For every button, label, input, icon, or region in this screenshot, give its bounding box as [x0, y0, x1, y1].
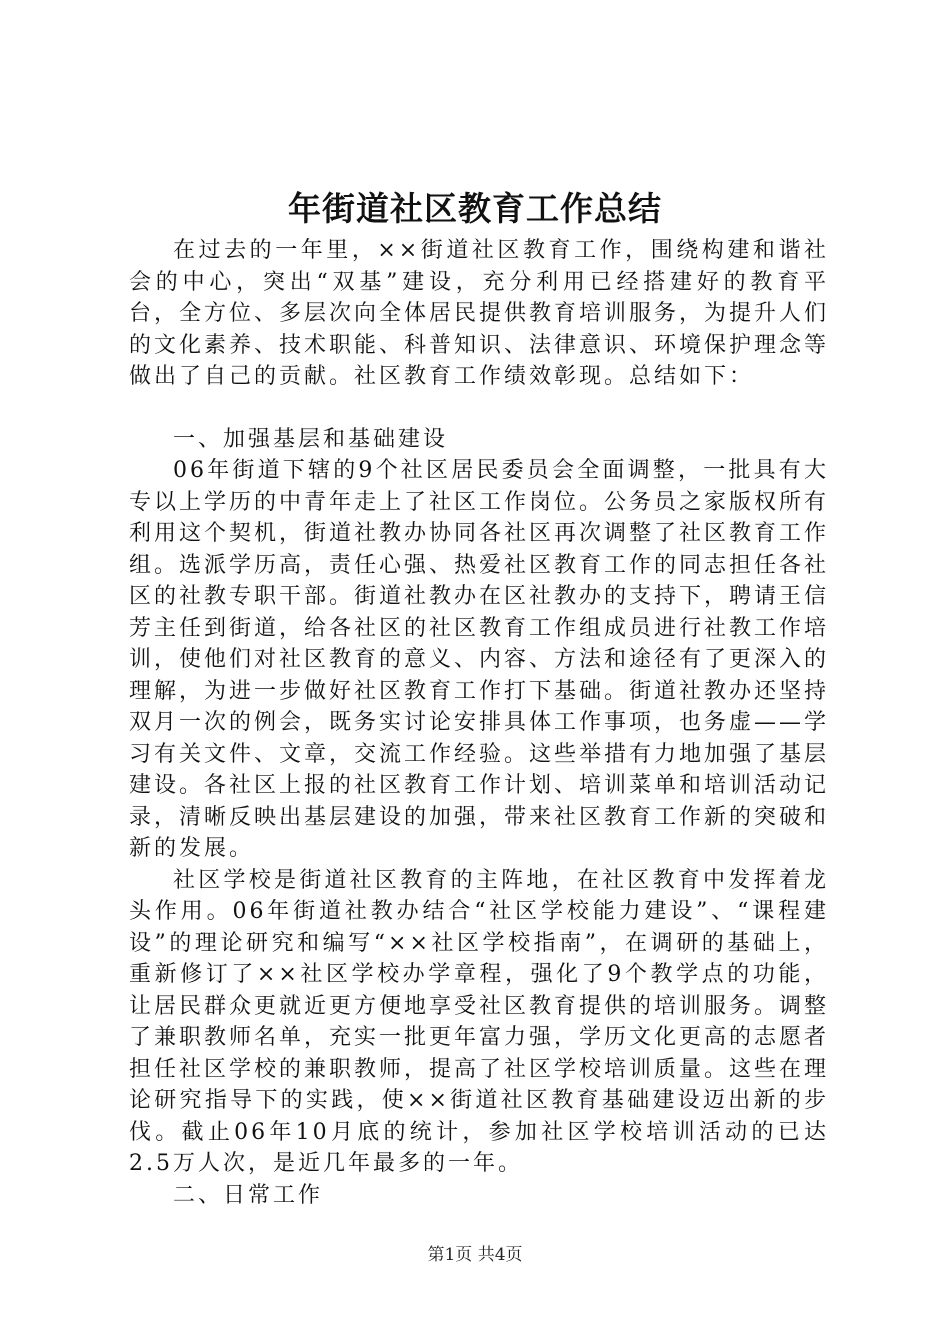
page-number-footer: 第1页 共4页 — [427, 1245, 523, 1265]
body-paragraph-2: 社区学校是街道社区教育的主阵地，在社区教育中发挥着龙头作用。06年街道社教办结合“社区学校能力建设”、“课程建设”的理论研究和编写“××社区学校指南”，在调研的基础上，重新修订了××社区学校办学章程，强化了9个教学点的功能，让居民群众更就近更方便地享受社区教育提供的培训服务。调整了兼职教师名单，充实一批更年富力强，学历文化更高的志愿者担任社区学校的兼职教师，提高了社区学校培训质量。这些在理论研究指导下的实践，使××街道社区教育基础建设迈出新的步伐。截止06年10月底的统计，参加社区学校培训活动的已达2.5万人次，是近几年最多的一年。 — [129, 867, 830, 1176]
section-heading-1: 一、加强基层和基础建设 — [173, 426, 449, 452]
document-body — [129, 235, 829, 1211]
section-heading-2: 二、日常工作 — [173, 1182, 324, 1208]
paragraph-spacer — [129, 393, 829, 424]
document-title: 年街道社区教育工作总结 — [288, 189, 662, 228]
intro-paragraph: 在过去的一年里，××街道社区教育工作，围绕构建和谐社会的中心，突出“双基”建设，充分利用已经搭建好的教育平台，全方位、多层次向全体居民提供教育培训服务，为提升人们的文化素养、技术职能、科普知识、法律意识、环境保护理念等做出了自己的贡献。社区教育工作绩效彰现。总结如下： — [129, 238, 830, 389]
body-paragraph-1: 06年街道下辖的9个社区居民委员会全面调整，一批具有大专以上学历的中青年走上了社区工作岗位。公务员之家版权所有利用这个契机，街道社教办协同各社区再次调整了社区教育工作组。选派学历高，责任心强、热爱社区教育工作的同志担任各社区的社教专职干部。街道社教办在区社教办的支持下，聘请王信芳主任到街道，给各社区的社区教育工作组成员进行社教工作培训，使他们对社区教育的意义、内容、方法和途径有了更深入的理解，为进一步做好社区教育工作打下基础。街道社教办还坚持双月一次的例会，既务实讨论安排具体工作事项，也务虚——学习有关文件、文章，交流工作经验。这些举措有力地加强了基层建设。各社区上报的社区教育工作计划、培训菜单和培训活动记录，清晰反映出基层建设的加强，带来社区教育工作新的突破和新的发展。 — [129, 458, 830, 861]
